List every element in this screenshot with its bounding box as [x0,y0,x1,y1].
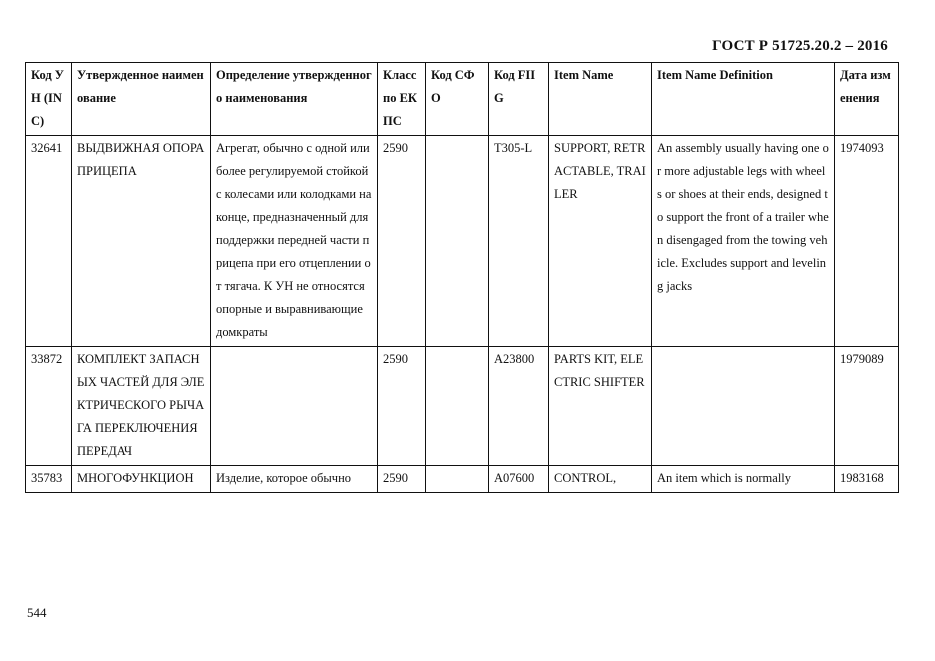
document-standard-code: ГОСТ Р 51725.20.2 – 2016 [712,38,888,54]
header-item-name: Item Name [549,63,652,136]
cell-sfo [426,136,489,347]
cell-item-name: PARTS KIT, ELECTRIC SHIFTER [549,347,652,466]
cell-fiig: A07600 [489,466,549,493]
cell-change-date: 1983168 [835,466,899,493]
cell-approved-name: ВЫДВИЖНАЯ ОПОРА ПРИЦЕПА [72,136,211,347]
header-change-date: Дата изменения [835,63,899,136]
table-header-row [26,63,899,136]
cell-inc: 32641 [26,136,72,347]
cell-item-name: CONTROL, [549,466,652,493]
classification-table [25,62,899,493]
cell-inc: 33872 [26,347,72,466]
page-number: 544 [27,605,47,620]
cell-approved-name: МНОГОФУНКЦИОН [72,466,211,493]
cell-class: 2590 [378,136,426,347]
cell-definition [211,347,378,466]
header-definition: Определение утвержденного наименования [211,63,378,136]
cell-fiig: A23800 [489,347,549,466]
header-fiig: Код FIIG [489,63,549,136]
cell-definition: Агрегат, обычно с одной или более регулируемой стойкой с колесами или колодками на конце, предназначенный для поддержки передней части прицепа при его отцеплении от тягача. К УН не относятся опорные и выравнивающие домкраты [211,136,378,347]
cell-change-date: 1974093 [835,136,899,347]
header-item-name-definition: Item Name Definition [652,63,835,136]
header-approved-name: Утвержденное наименование [72,63,211,136]
cell-item-name-definition [652,347,835,466]
cell-approved-name: КОМПЛЕКТ ЗАПАСНЫХ ЧАСТЕЙ ДЛЯ ЭЛЕКТРИЧЕСКОГО РЫЧАГА ПЕРЕКЛЮЧЕНИЯ ПЕРЕДАЧ [72,347,211,466]
cell-fiig: T305-L [489,136,549,347]
cell-item-name-definition: An assembly usually having one or more adjustable legs with wheels or shoes at their ends, designed to support the front of a trailer when disengaged from the towing vehicle. Excludes support and leveling jacks [652,136,835,347]
cell-sfo [426,347,489,466]
cell-item-name: SUPPORT, RETRACTABLE, TRAILER [549,136,652,347]
cell-sfo [426,466,489,493]
header-inc: Код УН (INC) [26,63,72,136]
header-sfo: Код СФО [426,63,489,136]
cell-class: 2590 [378,347,426,466]
cell-change-date: 1979089 [835,347,899,466]
table-row [26,466,899,493]
table-row [26,347,899,466]
cell-definition: Изделие, которое обычно [211,466,378,493]
cell-inc: 35783 [26,466,72,493]
cell-class: 2590 [378,466,426,493]
header-class: Класс по ЕКПС [378,63,426,136]
table-row [26,136,899,347]
cell-item-name-definition: An item which is normally [652,466,835,493]
